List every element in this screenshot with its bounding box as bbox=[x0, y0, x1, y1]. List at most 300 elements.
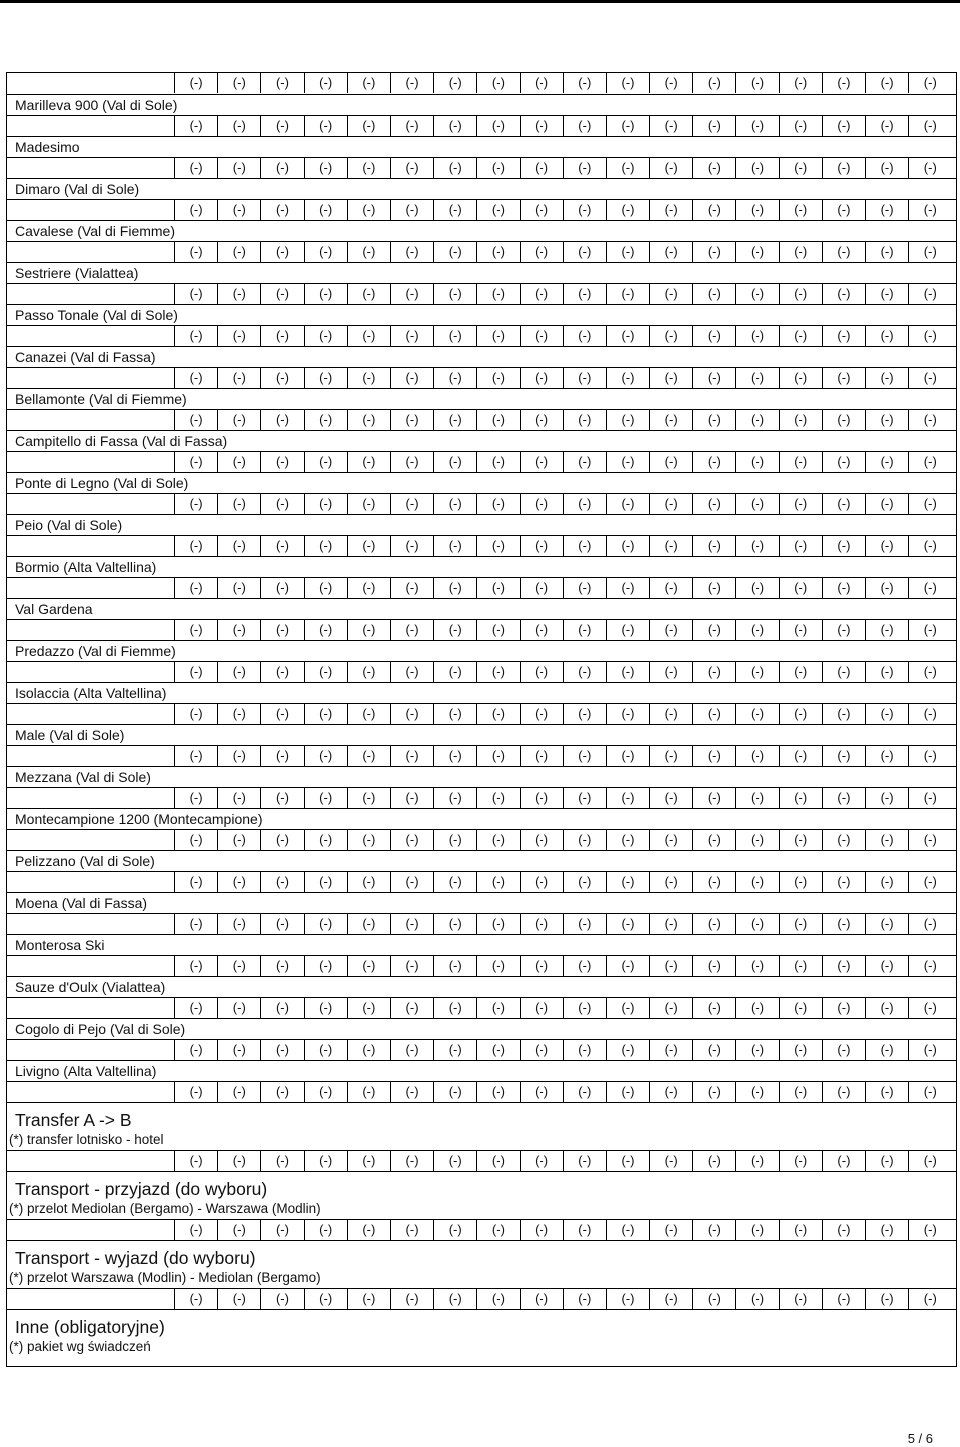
resort-name: Canazei (Val di Fassa) bbox=[15, 349, 156, 365]
value-cell: (-) bbox=[865, 746, 908, 766]
value-cell: (-) bbox=[476, 158, 519, 178]
value-cell: (-) bbox=[779, 536, 822, 556]
value-cell: (-) bbox=[865, 788, 908, 808]
value-cell: (-) bbox=[908, 1082, 951, 1102]
value-cell: (-) bbox=[347, 788, 390, 808]
value-cell: (-) bbox=[779, 872, 822, 892]
value-cell: (-) bbox=[390, 746, 433, 766]
value-cell: (-) bbox=[735, 1289, 778, 1309]
resort-name: Passo Tonale (Val di Sole) bbox=[15, 307, 178, 323]
value-cell: (-) bbox=[304, 452, 347, 472]
value-cell: (-) bbox=[260, 788, 303, 808]
section-note: (*) przelot Warszawa (Modlin) - Mediolan (Bergamo) bbox=[9, 1270, 321, 1285]
value-cell: (-) bbox=[260, 200, 303, 220]
value-cell: (-) bbox=[563, 494, 606, 514]
section-title: Transport - przyjazd (do wyboru) bbox=[15, 1179, 268, 1199]
value-cell: (-) bbox=[865, 410, 908, 430]
value-row bbox=[7, 829, 956, 850]
value-cell: (-) bbox=[174, 284, 217, 304]
value-cell: (-) bbox=[390, 116, 433, 136]
value-cell: (-) bbox=[735, 536, 778, 556]
value-cells bbox=[174, 998, 951, 1018]
value-cell: (-) bbox=[433, 704, 476, 724]
value-cell: (-) bbox=[649, 410, 692, 430]
value-cell: (-) bbox=[865, 956, 908, 976]
value-cell: (-) bbox=[304, 1220, 347, 1240]
value-cell: (-) bbox=[865, 1151, 908, 1171]
value-cells bbox=[174, 368, 951, 388]
value-cells bbox=[174, 1289, 951, 1309]
value-row bbox=[7, 535, 956, 556]
value-cell: (-) bbox=[260, 1082, 303, 1102]
value-row bbox=[7, 283, 956, 304]
value-cell: (-) bbox=[563, 746, 606, 766]
value-cell: (-) bbox=[692, 410, 735, 430]
value-cell: (-) bbox=[735, 872, 778, 892]
value-cell: (-) bbox=[735, 116, 778, 136]
value-cell: (-) bbox=[347, 956, 390, 976]
value-cell: (-) bbox=[520, 746, 563, 766]
value-cell: (-) bbox=[649, 452, 692, 472]
value-cell: (-) bbox=[908, 368, 951, 388]
value-cell: (-) bbox=[692, 536, 735, 556]
value-cell: (-) bbox=[476, 830, 519, 850]
value-cell: (-) bbox=[563, 73, 606, 93]
value-cell: (-) bbox=[390, 998, 433, 1018]
value-cell: (-) bbox=[304, 536, 347, 556]
value-cell: (-) bbox=[908, 284, 951, 304]
value-cell: (-) bbox=[735, 746, 778, 766]
resort-row bbox=[7, 724, 956, 745]
value-cell: (-) bbox=[347, 410, 390, 430]
value-cell: (-) bbox=[908, 1220, 951, 1240]
value-cell: (-) bbox=[433, 326, 476, 346]
value-cell: (-) bbox=[347, 536, 390, 556]
value-cell: (-) bbox=[304, 746, 347, 766]
value-cell: (-) bbox=[908, 746, 951, 766]
value-cell: (-) bbox=[304, 1289, 347, 1309]
value-cell: (-) bbox=[347, 1289, 390, 1309]
value-cell: (-) bbox=[433, 830, 476, 850]
value-cell: (-) bbox=[304, 494, 347, 514]
value-cell: (-) bbox=[606, 494, 649, 514]
value-cell: (-) bbox=[563, 1220, 606, 1240]
value-cell: (-) bbox=[217, 620, 260, 640]
value-cell: (-) bbox=[908, 914, 951, 934]
value-cell: (-) bbox=[390, 788, 433, 808]
value-cell: (-) bbox=[692, 914, 735, 934]
resort-name: Moena (Val di Fassa) bbox=[15, 895, 148, 911]
resort-name: Sestriere (Vialattea) bbox=[15, 265, 139, 281]
value-cell: (-) bbox=[217, 1040, 260, 1060]
resort-row bbox=[7, 892, 956, 913]
value-cell: (-) bbox=[606, 788, 649, 808]
value-cell: (-) bbox=[476, 116, 519, 136]
value-cell: (-) bbox=[174, 788, 217, 808]
value-cells bbox=[174, 956, 951, 976]
value-cell: (-) bbox=[865, 200, 908, 220]
resort-name: Val Gardena bbox=[15, 601, 93, 617]
value-cell: (-) bbox=[735, 1151, 778, 1171]
value-cell: (-) bbox=[520, 704, 563, 724]
value-cell: (-) bbox=[347, 494, 390, 514]
value-cell: (-) bbox=[649, 746, 692, 766]
value-cell: (-) bbox=[606, 704, 649, 724]
value-cell: (-) bbox=[649, 998, 692, 1018]
section-title: Inne (obligatoryjne) bbox=[15, 1317, 165, 1337]
value-row bbox=[7, 73, 956, 94]
value-cell: (-) bbox=[822, 746, 865, 766]
value-cell: (-) bbox=[476, 998, 519, 1018]
value-cell: (-) bbox=[649, 1151, 692, 1171]
value-cell: (-) bbox=[260, 662, 303, 682]
resort-row bbox=[7, 1018, 956, 1039]
value-cell: (-) bbox=[520, 284, 563, 304]
value-cell: (-) bbox=[390, 73, 433, 93]
value-cell: (-) bbox=[347, 998, 390, 1018]
value-cell: (-) bbox=[779, 956, 822, 976]
value-cell: (-) bbox=[174, 73, 217, 93]
value-cell: (-) bbox=[606, 284, 649, 304]
value-row bbox=[7, 577, 956, 598]
resort-row bbox=[7, 346, 956, 367]
value-cell: (-) bbox=[649, 956, 692, 976]
value-cells bbox=[174, 158, 951, 178]
value-cell: (-) bbox=[649, 326, 692, 346]
value-cell: (-) bbox=[822, 704, 865, 724]
resort-row bbox=[7, 430, 956, 451]
value-cell: (-) bbox=[520, 242, 563, 262]
value-cell: (-) bbox=[606, 1220, 649, 1240]
value-cell: (-) bbox=[390, 956, 433, 976]
value-cell: (-) bbox=[779, 158, 822, 178]
value-cell: (-) bbox=[347, 73, 390, 93]
value-cell: (-) bbox=[908, 158, 951, 178]
value-cell: (-) bbox=[520, 914, 563, 934]
value-cell: (-) bbox=[908, 116, 951, 136]
value-cell: (-) bbox=[433, 158, 476, 178]
value-cell: (-) bbox=[217, 704, 260, 724]
value-cell: (-) bbox=[304, 914, 347, 934]
value-row bbox=[7, 157, 956, 178]
value-cell: (-) bbox=[692, 1151, 735, 1171]
value-cell: (-) bbox=[174, 578, 217, 598]
value-row bbox=[7, 997, 956, 1018]
value-cell: (-) bbox=[304, 326, 347, 346]
value-cell: (-) bbox=[476, 494, 519, 514]
value-cell: (-) bbox=[865, 998, 908, 1018]
value-cell: (-) bbox=[260, 368, 303, 388]
value-cell: (-) bbox=[606, 1040, 649, 1060]
value-cell: (-) bbox=[433, 284, 476, 304]
value-cell: (-) bbox=[563, 410, 606, 430]
value-row bbox=[7, 703, 956, 724]
value-cell: (-) bbox=[304, 73, 347, 93]
value-row bbox=[7, 451, 956, 472]
value-cell: (-) bbox=[779, 326, 822, 346]
value-cell: (-) bbox=[390, 368, 433, 388]
value-cell: (-) bbox=[649, 830, 692, 850]
value-cell: (-) bbox=[865, 1082, 908, 1102]
value-cell: (-) bbox=[217, 200, 260, 220]
resort-row bbox=[7, 766, 956, 787]
value-cell: (-) bbox=[304, 788, 347, 808]
value-cell: (-) bbox=[174, 158, 217, 178]
value-cells bbox=[174, 242, 951, 262]
value-cell: (-) bbox=[822, 1082, 865, 1102]
value-cell: (-) bbox=[260, 410, 303, 430]
value-cell: (-) bbox=[822, 956, 865, 976]
value-cell: (-) bbox=[304, 410, 347, 430]
section-title: Transport - wyjazd (do wyboru) bbox=[15, 1248, 256, 1268]
value-cell: (-) bbox=[174, 1082, 217, 1102]
value-cell: (-) bbox=[822, 326, 865, 346]
value-cell: (-) bbox=[390, 326, 433, 346]
value-cell: (-) bbox=[779, 1289, 822, 1309]
value-cell: (-) bbox=[822, 872, 865, 892]
resort-row bbox=[7, 976, 956, 997]
resort-row bbox=[7, 850, 956, 871]
value-cell: (-) bbox=[217, 1220, 260, 1240]
value-cell: (-) bbox=[779, 704, 822, 724]
value-cell: (-) bbox=[433, 662, 476, 682]
value-cell: (-) bbox=[735, 956, 778, 976]
value-cell: (-) bbox=[433, 1040, 476, 1060]
value-cell: (-) bbox=[865, 452, 908, 472]
value-cell: (-) bbox=[865, 284, 908, 304]
value-cell: (-) bbox=[476, 368, 519, 388]
value-cells bbox=[174, 116, 951, 136]
value-cell: (-) bbox=[304, 242, 347, 262]
value-cell: (-) bbox=[520, 998, 563, 1018]
value-cell: (-) bbox=[260, 494, 303, 514]
value-cell: (-) bbox=[649, 73, 692, 93]
value-cell: (-) bbox=[606, 998, 649, 1018]
value-cell: (-) bbox=[908, 326, 951, 346]
value-cell: (-) bbox=[735, 1220, 778, 1240]
value-cell: (-) bbox=[304, 1040, 347, 1060]
value-cell: (-) bbox=[476, 242, 519, 262]
value-cell: (-) bbox=[260, 620, 303, 640]
value-cell: (-) bbox=[260, 830, 303, 850]
value-cell: (-) bbox=[822, 368, 865, 388]
value-cell: (-) bbox=[390, 704, 433, 724]
value-cells bbox=[174, 326, 951, 346]
value-cell: (-) bbox=[174, 242, 217, 262]
value-row bbox=[7, 409, 956, 430]
value-cell: (-) bbox=[174, 410, 217, 430]
value-cell: (-) bbox=[217, 284, 260, 304]
value-cell: (-) bbox=[347, 1082, 390, 1102]
resort-name: Ponte di Legno (Val di Sole) bbox=[15, 475, 189, 491]
value-cell: (-) bbox=[433, 578, 476, 598]
value-cell: (-) bbox=[606, 914, 649, 934]
resort-row bbox=[7, 934, 956, 955]
value-cell: (-) bbox=[347, 704, 390, 724]
resort-name: Isolaccia (Alta Valtellina) bbox=[15, 685, 167, 701]
value-cell: (-) bbox=[649, 578, 692, 598]
value-cell: (-) bbox=[779, 284, 822, 304]
resort-row bbox=[7, 514, 956, 535]
value-cell: (-) bbox=[779, 620, 822, 640]
value-cell: (-) bbox=[390, 620, 433, 640]
value-cell: (-) bbox=[822, 620, 865, 640]
value-cell: (-) bbox=[433, 200, 476, 220]
value-cell: (-) bbox=[174, 1040, 217, 1060]
value-cell: (-) bbox=[735, 410, 778, 430]
value-row bbox=[7, 1219, 956, 1240]
value-cell: (-) bbox=[692, 620, 735, 640]
value-cell: (-) bbox=[520, 956, 563, 976]
value-cell: (-) bbox=[606, 578, 649, 598]
value-cell: (-) bbox=[822, 1040, 865, 1060]
value-cell: (-) bbox=[390, 1220, 433, 1240]
value-cell: (-) bbox=[735, 704, 778, 724]
value-cell: (-) bbox=[692, 242, 735, 262]
value-cell: (-) bbox=[822, 578, 865, 598]
value-cell: (-) bbox=[692, 746, 735, 766]
value-cell: (-) bbox=[779, 1151, 822, 1171]
value-cell: (-) bbox=[347, 1151, 390, 1171]
value-cell: (-) bbox=[260, 326, 303, 346]
value-cell: (-) bbox=[304, 368, 347, 388]
resort-row bbox=[7, 262, 956, 283]
value-cell: (-) bbox=[822, 1151, 865, 1171]
value-cell: (-) bbox=[347, 158, 390, 178]
value-cell: (-) bbox=[563, 578, 606, 598]
value-cells bbox=[174, 746, 951, 766]
resort-name: Bellamonte (Val di Fiemme) bbox=[15, 391, 187, 407]
value-cell: (-) bbox=[476, 326, 519, 346]
value-cell: (-) bbox=[822, 410, 865, 430]
value-row bbox=[7, 787, 956, 808]
value-cell: (-) bbox=[649, 158, 692, 178]
value-cell: (-) bbox=[649, 494, 692, 514]
value-cell: (-) bbox=[865, 620, 908, 640]
value-cell: (-) bbox=[174, 914, 217, 934]
value-cell: (-) bbox=[433, 746, 476, 766]
value-cell: (-) bbox=[476, 73, 519, 93]
value-cell: (-) bbox=[692, 158, 735, 178]
value-cell: (-) bbox=[260, 704, 303, 724]
value-cell: (-) bbox=[606, 872, 649, 892]
value-cell: (-) bbox=[174, 704, 217, 724]
value-cell: (-) bbox=[347, 326, 390, 346]
value-row bbox=[7, 199, 956, 220]
value-cell: (-) bbox=[520, 536, 563, 556]
value-cell: (-) bbox=[563, 452, 606, 472]
value-cell: (-) bbox=[563, 956, 606, 976]
value-cell: (-) bbox=[347, 620, 390, 640]
resort-name: Cavalese (Val di Fiemme) bbox=[15, 223, 176, 239]
resort-row bbox=[7, 94, 956, 115]
value-cell: (-) bbox=[606, 326, 649, 346]
value-cells bbox=[174, 830, 951, 850]
value-cell: (-) bbox=[779, 116, 822, 136]
value-cell: (-) bbox=[390, 662, 433, 682]
value-cell: (-) bbox=[347, 1040, 390, 1060]
value-cell: (-) bbox=[304, 872, 347, 892]
value-cell: (-) bbox=[476, 704, 519, 724]
value-cell: (-) bbox=[217, 368, 260, 388]
value-cell: (-) bbox=[779, 368, 822, 388]
value-cell: (-) bbox=[174, 494, 217, 514]
value-cell: (-) bbox=[174, 1220, 217, 1240]
value-cell: (-) bbox=[260, 158, 303, 178]
value-cell: (-) bbox=[822, 998, 865, 1018]
value-cell: (-) bbox=[476, 452, 519, 472]
value-cell: (-) bbox=[649, 872, 692, 892]
value-cell: (-) bbox=[563, 242, 606, 262]
value-cell: (-) bbox=[735, 200, 778, 220]
value-cells bbox=[174, 200, 951, 220]
value-row bbox=[7, 325, 956, 346]
value-cell: (-) bbox=[735, 662, 778, 682]
value-cell: (-) bbox=[822, 662, 865, 682]
value-cell: (-) bbox=[865, 368, 908, 388]
value-cell: (-) bbox=[520, 620, 563, 640]
value-cell: (-) bbox=[649, 788, 692, 808]
value-cell: (-) bbox=[908, 830, 951, 850]
value-cell: (-) bbox=[908, 662, 951, 682]
resort-name: Livigno (Alta Valtellina) bbox=[15, 1063, 157, 1079]
value-cell: (-) bbox=[692, 704, 735, 724]
value-cell: (-) bbox=[822, 788, 865, 808]
value-cell: (-) bbox=[304, 1082, 347, 1102]
value-cell: (-) bbox=[433, 620, 476, 640]
value-cell: (-) bbox=[692, 1040, 735, 1060]
value-cell: (-) bbox=[735, 1040, 778, 1060]
value-cell: (-) bbox=[476, 788, 519, 808]
value-cell: (-) bbox=[649, 242, 692, 262]
value-cell: (-) bbox=[735, 326, 778, 346]
value-cell: (-) bbox=[304, 830, 347, 850]
value-cell: (-) bbox=[563, 872, 606, 892]
value-cell: (-) bbox=[865, 872, 908, 892]
resort-row bbox=[7, 178, 956, 199]
value-cell: (-) bbox=[908, 620, 951, 640]
value-cell: (-) bbox=[174, 872, 217, 892]
value-cell: (-) bbox=[260, 956, 303, 976]
value-cell: (-) bbox=[779, 200, 822, 220]
value-cell: (-) bbox=[174, 326, 217, 346]
value-cell: (-) bbox=[563, 284, 606, 304]
section-note: (*) transfer lotnisko - hotel bbox=[9, 1132, 164, 1147]
value-cell: (-) bbox=[563, 116, 606, 136]
value-cells bbox=[174, 872, 951, 892]
value-cell: (-) bbox=[520, 368, 563, 388]
value-cell: (-) bbox=[822, 242, 865, 262]
resort-name: Predazzo (Val di Fiemme) bbox=[15, 643, 176, 659]
value-cell: (-) bbox=[822, 200, 865, 220]
value-cell: (-) bbox=[692, 998, 735, 1018]
value-cell: (-) bbox=[606, 73, 649, 93]
value-cell: (-) bbox=[606, 956, 649, 976]
value-cell: (-) bbox=[865, 242, 908, 262]
resort-name: Bormio (Alta Valtellina) bbox=[15, 559, 157, 575]
section-note: (*) przelot Mediolan (Bergamo) - Warszawa (Modlin) bbox=[9, 1201, 321, 1216]
page-number: 5 / 6 bbox=[907, 1431, 933, 1446]
value-cell: (-) bbox=[174, 1151, 217, 1171]
value-row bbox=[7, 871, 956, 892]
value-cell: (-) bbox=[304, 620, 347, 640]
value-cell: (-) bbox=[390, 410, 433, 430]
value-cell: (-) bbox=[433, 1151, 476, 1171]
value-cell: (-) bbox=[649, 662, 692, 682]
value-cell: (-) bbox=[649, 914, 692, 934]
value-cell: (-) bbox=[520, 158, 563, 178]
value-row bbox=[7, 955, 956, 976]
